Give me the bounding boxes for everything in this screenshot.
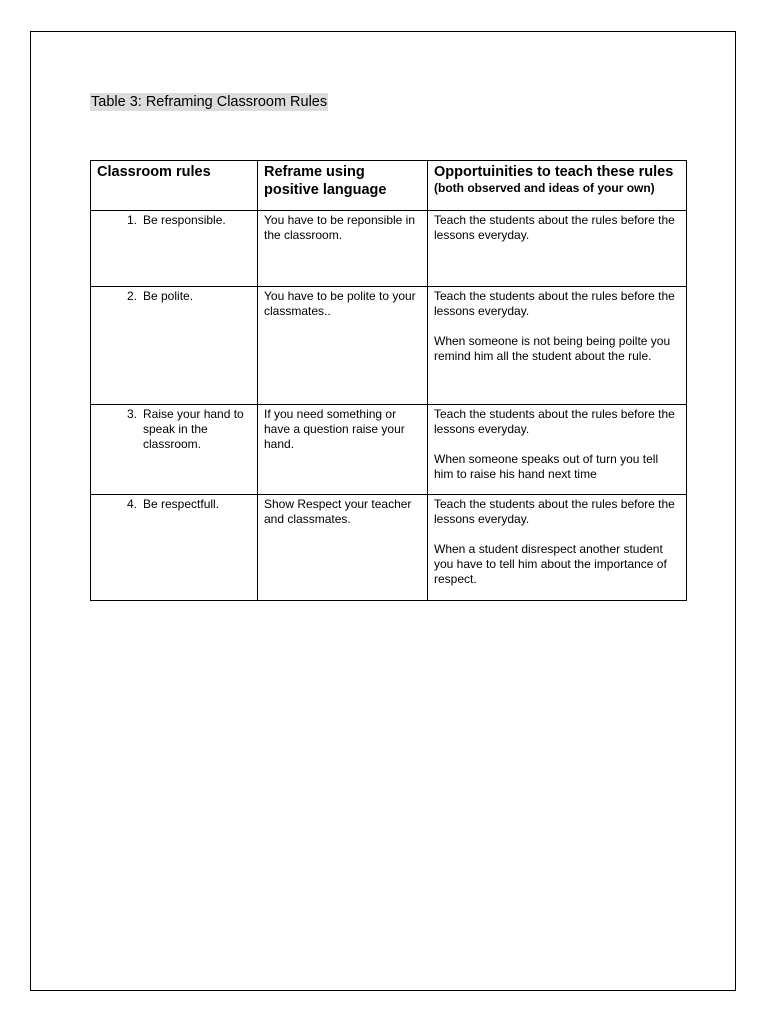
table-row xyxy=(91,405,687,495)
table-row xyxy=(91,495,687,601)
table-caption: Table 3: Reframing Classroom Rules xyxy=(91,94,328,110)
rule-cell xyxy=(91,405,258,495)
opportunity-text: Teach the students about the rules before the lessons everyday. xyxy=(434,497,675,526)
rule-text: Be polite. xyxy=(143,289,194,303)
opportunities-cell xyxy=(428,211,687,287)
rule-number: 1. xyxy=(126,213,137,227)
table-row xyxy=(91,211,687,287)
opportunity-text: Teach the students about the rules before the lessons everyday. xyxy=(434,407,675,436)
opportunities-cell xyxy=(428,287,687,405)
reframe-cell: If you need something or have a question raise your hand. xyxy=(258,405,428,495)
table-header-row xyxy=(91,161,687,211)
header-reframe: Reframe using positive language xyxy=(258,161,428,211)
rule-text: Be respectfull. xyxy=(143,497,220,511)
classroom-rules-table xyxy=(90,160,687,601)
rule-cell xyxy=(91,287,258,405)
header-opportunities-subtitle: (both observed and ideas of your own) xyxy=(434,181,655,195)
header-opportunities-title: Opportuinities to teach these rules xyxy=(434,164,674,180)
rule-number: 3. xyxy=(126,407,137,421)
opportunity-text: Teach the students about the rules before the lessons everyday. xyxy=(434,213,675,242)
reframe-cell: Show Respect your teacher and classmates. xyxy=(258,495,428,601)
rule-text: Raise your hand to speak in the classroom. xyxy=(143,407,244,451)
table-row xyxy=(91,287,687,405)
rule-cell xyxy=(91,211,258,287)
reframe-cell: You have to be reponsible in the classroom. xyxy=(258,211,428,287)
opportunity-text: Teach the students about the rules before the lessons everyday. xyxy=(434,289,675,318)
rule-text: Be responsible. xyxy=(143,213,226,227)
opportunities-cell xyxy=(428,495,687,601)
header-classroom-rules: Classroom rules xyxy=(91,161,258,211)
header-opportunities xyxy=(428,161,687,211)
rule-number: 4. xyxy=(126,497,137,511)
reframe-cell: You have to be polite to your classmates.. xyxy=(258,287,428,405)
opportunity-text: When someone speaks out of turn you tell him to raise his hand next time xyxy=(434,452,659,481)
opportunities-cell xyxy=(428,405,687,495)
opportunity-text: When someone is not being being poilte you remind him all the student about the rule. xyxy=(434,334,671,363)
rule-cell xyxy=(91,495,258,601)
rule-number: 2. xyxy=(126,289,137,303)
opportunity-text: When a student disrespect another student you have to tell him about the importance of respect. xyxy=(434,542,667,586)
